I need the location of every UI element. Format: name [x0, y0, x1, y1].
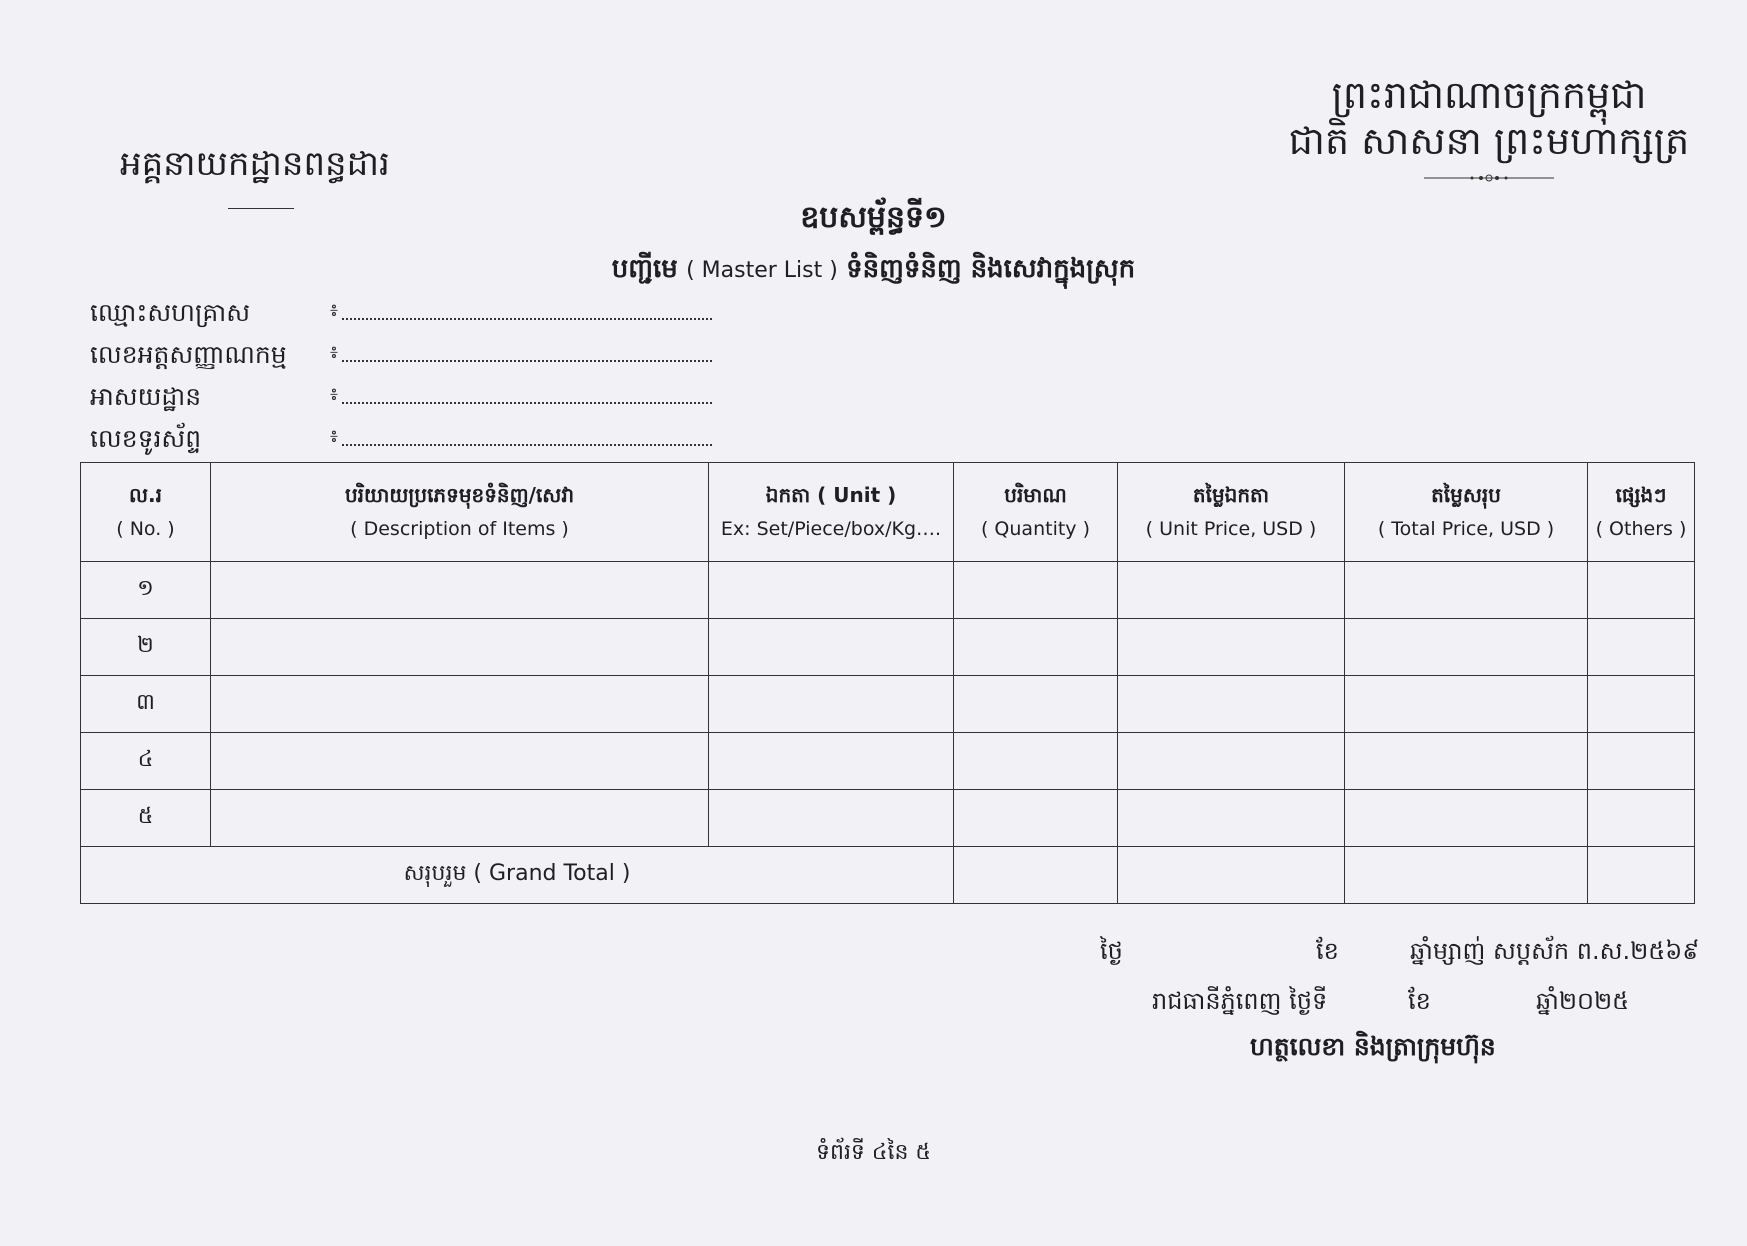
field-colon: ៖ [330, 384, 338, 405]
description-cell[interactable] [211, 676, 709, 733]
quantity-cell[interactable] [954, 676, 1118, 733]
others-cell[interactable] [1588, 790, 1695, 847]
total-price-cell[interactable] [1345, 619, 1588, 676]
grand-total-row [81, 847, 1695, 904]
quantity-cell[interactable] [954, 619, 1118, 676]
kingdom-title: ព្រះរាជាណាចក្រកម្ពុជា [1331, 73, 1647, 117]
quantity-cell[interactable] [954, 733, 1118, 790]
company-name-blank[interactable] [342, 298, 712, 320]
row-number: ២ [81, 619, 211, 676]
description-cell[interactable] [211, 619, 709, 676]
page-number: ទំព័រទី ៤នៃ ៥ [816, 1140, 931, 1165]
others-cell[interactable] [1588, 562, 1695, 619]
grand-total-unit-price[interactable] [1118, 847, 1345, 904]
col-header-no: ល.រ ( No. ) [81, 463, 211, 562]
total-price-cell[interactable] [1345, 562, 1588, 619]
quantity-cell[interactable] [954, 790, 1118, 847]
others-cell[interactable] [1588, 619, 1695, 676]
col-header-description: បរិយាយប្រភេទមុខទំនិញ/សេវា ( Description of Items ) [211, 463, 709, 562]
unit-cell[interactable] [709, 619, 954, 676]
department-name: អគ្គនាយកដ្ឋានពន្ធដារ [120, 144, 390, 184]
phone-blank[interactable] [342, 424, 712, 446]
unit-price-cell[interactable] [1118, 562, 1345, 619]
table-header-row [81, 463, 1695, 562]
grand-total-label: សរុបរួម ( Grand Total ) [81, 847, 954, 904]
tin-field [90, 340, 712, 376]
total-price-cell[interactable] [1345, 676, 1588, 733]
unit-cell[interactable] [709, 676, 954, 733]
table-row [81, 562, 1695, 619]
title-suffix: ទំនិញទំនិញ និងសេវាក្នុងស្រុក [846, 254, 1136, 284]
field-colon: ៖ [330, 300, 338, 321]
description-cell[interactable] [211, 790, 709, 847]
row-number: ១ [81, 562, 211, 619]
col-header-total-price: តម្លៃសរុប ( Total Price, USD ) [1345, 463, 1588, 562]
description-cell[interactable] [211, 562, 709, 619]
city-year-label: ឆ្នាំ២០២៥ [1536, 987, 1630, 1015]
ornament-divider-icon [1424, 172, 1554, 184]
tin-label: លេខអត្តសញ្ញាណកម្ម [90, 340, 287, 369]
col-header-unit: ឯកតា ( Unit ) Ex: Set/Piece/box/Kg…. [709, 463, 954, 562]
table-row [81, 619, 1695, 676]
company-name-label: ឈ្មោះសហគ្រាស [90, 298, 251, 327]
title-english: ( Master List ) [686, 258, 838, 283]
document-title [0, 252, 1747, 290]
unit-price-cell[interactable] [1118, 790, 1345, 847]
grand-total-others[interactable] [1588, 847, 1695, 904]
col-header-others: ផ្សេងៗ ( Others ) [1588, 463, 1695, 562]
tin-blank[interactable] [342, 340, 712, 362]
row-number: ៤ [81, 733, 211, 790]
lunar-day-label: ថ្ងៃ [1100, 937, 1123, 965]
row-number: ៣ [81, 676, 211, 733]
unit-price-cell[interactable] [1118, 676, 1345, 733]
grand-total-quantity[interactable] [954, 847, 1118, 904]
unit-price-cell[interactable] [1118, 619, 1345, 676]
items-table [80, 462, 1695, 904]
description-cell[interactable] [211, 733, 709, 790]
address-label: អាសយដ្ឋាន [90, 382, 202, 411]
unit-cell[interactable] [709, 733, 954, 790]
unit-cell[interactable] [709, 790, 954, 847]
city-day-label: រាជធានីភ្នំពេញ ថ្ងៃទី [1152, 987, 1328, 1015]
company-name-field [90, 298, 712, 334]
signature-label: ហត្ថលេខា និងត្រាក្រុមហ៊ុន [1250, 1032, 1496, 1061]
field-colon: ៖ [330, 342, 338, 363]
grand-total-price[interactable] [1345, 847, 1588, 904]
row-number: ៥ [81, 790, 211, 847]
quantity-cell[interactable] [954, 562, 1118, 619]
total-price-cell[interactable] [1345, 790, 1588, 847]
nation-religion-king: ជាតិ សាសនា ព្រះមហាក្សត្រ [1288, 119, 1690, 163]
table-row [81, 676, 1695, 733]
phone-label: លេខទូរស័ព្ទ [90, 424, 202, 453]
table-row [81, 733, 1695, 790]
address-blank[interactable] [342, 382, 712, 404]
phone-field [90, 424, 712, 460]
unit-price-cell[interactable] [1118, 733, 1345, 790]
lunar-month-label: ខែ [1316, 937, 1339, 965]
unit-cell[interactable] [709, 562, 954, 619]
address-field [90, 382, 712, 418]
annex-title: ឧបសម្ព័ន្ធទី១ [800, 200, 947, 235]
title-prefix: បញ្ជីមេ [611, 254, 678, 284]
field-colon: ៖ [330, 426, 338, 447]
others-cell[interactable] [1588, 733, 1695, 790]
col-header-quantity: បរិមាណ ( Quantity ) [954, 463, 1118, 562]
city-month-label: ខែ [1408, 987, 1431, 1015]
total-price-cell[interactable] [1345, 733, 1588, 790]
lunar-year-label: ឆ្នាំម្សាញ់ សប្តស័ក ព.ស.២៥៦៩ [1410, 937, 1700, 965]
table-row [81, 790, 1695, 847]
national-motto [1279, 72, 1699, 184]
others-cell[interactable] [1588, 676, 1695, 733]
col-header-unit-price: តម្លៃឯកតា ( Unit Price, USD ) [1118, 463, 1345, 562]
